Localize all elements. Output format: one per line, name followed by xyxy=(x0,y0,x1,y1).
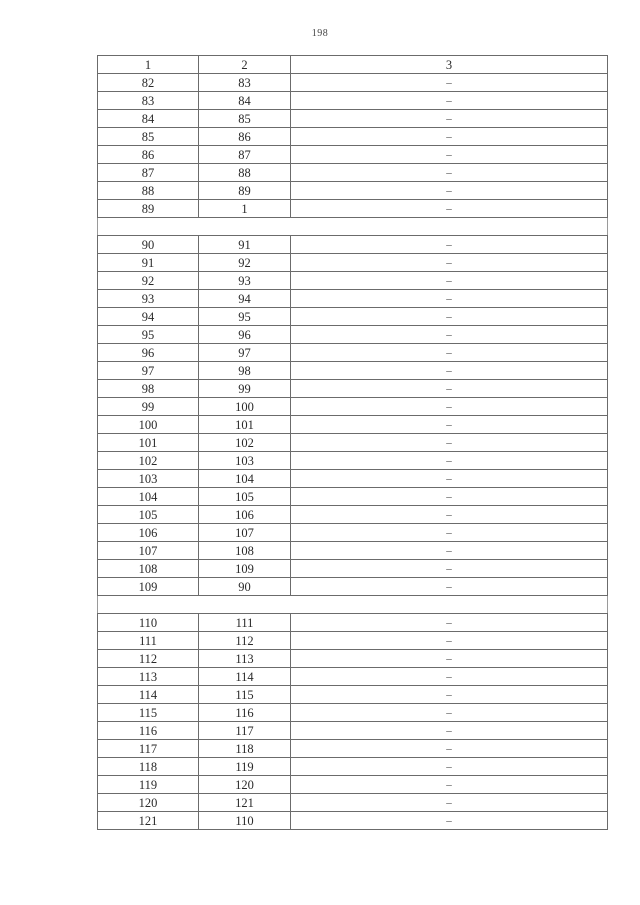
cell-col-2: 116 xyxy=(199,704,291,722)
cell-col-3: – xyxy=(291,722,608,740)
section-spacer-cell xyxy=(98,596,608,614)
cell-col-2: 94 xyxy=(199,290,291,308)
cell-col-1: 93 xyxy=(98,290,199,308)
cell-col-3: – xyxy=(291,560,608,578)
cell-col-3: – xyxy=(291,740,608,758)
cell-col-2: 101 xyxy=(199,416,291,434)
cell-col-1: 97 xyxy=(98,362,199,380)
cell-col-1: 85 xyxy=(98,128,199,146)
column-header-1: 1 xyxy=(98,56,199,74)
table-row xyxy=(98,290,608,308)
table-row xyxy=(98,254,608,272)
table-row xyxy=(98,164,608,182)
column-header-2: 2 xyxy=(199,56,291,74)
table-row xyxy=(98,614,608,632)
cell-col-2: 86 xyxy=(199,128,291,146)
table-row xyxy=(98,308,608,326)
cell-col-1: 98 xyxy=(98,380,199,398)
data-table xyxy=(97,55,608,830)
cell-col-3: – xyxy=(291,308,608,326)
cell-col-1: 106 xyxy=(98,524,199,542)
cell-col-3: – xyxy=(291,488,608,506)
table-body xyxy=(98,56,608,830)
cell-col-3: – xyxy=(291,776,608,794)
table-row xyxy=(98,92,608,110)
table-row xyxy=(98,722,608,740)
cell-col-2: 97 xyxy=(199,344,291,362)
cell-col-3: – xyxy=(291,812,608,830)
cell-col-3: – xyxy=(291,686,608,704)
cell-col-1: 94 xyxy=(98,308,199,326)
cell-col-3: – xyxy=(291,182,608,200)
table-row xyxy=(98,470,608,488)
cell-col-2: 117 xyxy=(199,722,291,740)
cell-col-2: 85 xyxy=(199,110,291,128)
cell-col-3: – xyxy=(291,326,608,344)
cell-col-1: 121 xyxy=(98,812,199,830)
cell-col-1: 118 xyxy=(98,758,199,776)
cell-col-2: 115 xyxy=(199,686,291,704)
cell-col-3: – xyxy=(291,92,608,110)
cell-col-2: 111 xyxy=(199,614,291,632)
cell-col-3: – xyxy=(291,254,608,272)
cell-col-2: 104 xyxy=(199,470,291,488)
cell-col-2: 91 xyxy=(199,236,291,254)
section-spacer-cell xyxy=(98,218,608,236)
table-row xyxy=(98,272,608,290)
cell-col-2: 95 xyxy=(199,308,291,326)
cell-col-1: 116 xyxy=(98,722,199,740)
cell-col-2: 121 xyxy=(199,794,291,812)
table-row xyxy=(98,326,608,344)
cell-col-3: – xyxy=(291,200,608,218)
table-row xyxy=(98,740,608,758)
cell-col-3: – xyxy=(291,470,608,488)
cell-col-1: 112 xyxy=(98,650,199,668)
table-row xyxy=(98,542,608,560)
cell-col-1: 96 xyxy=(98,344,199,362)
table-row xyxy=(98,506,608,524)
cell-col-3: – xyxy=(291,506,608,524)
cell-col-1: 115 xyxy=(98,704,199,722)
cell-col-2: 106 xyxy=(199,506,291,524)
table-row xyxy=(98,362,608,380)
table-row xyxy=(98,200,608,218)
cell-col-2: 98 xyxy=(199,362,291,380)
cell-col-3: – xyxy=(291,146,608,164)
cell-col-3: – xyxy=(291,794,608,812)
table-row xyxy=(98,74,608,92)
cell-col-1: 104 xyxy=(98,488,199,506)
cell-col-3: – xyxy=(291,128,608,146)
cell-col-2: 113 xyxy=(199,650,291,668)
table-row xyxy=(98,776,608,794)
cell-col-3: – xyxy=(291,362,608,380)
cell-col-1: 103 xyxy=(98,470,199,488)
cell-col-2: 120 xyxy=(199,776,291,794)
cell-col-2: 109 xyxy=(199,560,291,578)
cell-col-3: – xyxy=(291,758,608,776)
cell-col-3: – xyxy=(291,344,608,362)
cell-col-2: 102 xyxy=(199,434,291,452)
cell-col-3: – xyxy=(291,380,608,398)
page-number: 198 xyxy=(311,28,329,39)
cell-col-1: 113 xyxy=(98,668,199,686)
cell-col-1: 92 xyxy=(98,272,199,290)
table-row xyxy=(98,146,608,164)
cell-col-3: – xyxy=(291,272,608,290)
cell-col-1: 108 xyxy=(98,560,199,578)
cell-col-1: 102 xyxy=(98,452,199,470)
table-row xyxy=(98,380,608,398)
cell-col-3: – xyxy=(291,632,608,650)
table-row xyxy=(98,668,608,686)
cell-col-1: 82 xyxy=(98,74,199,92)
table-row xyxy=(98,398,608,416)
cell-col-2: 112 xyxy=(199,632,291,650)
cell-col-2: 103 xyxy=(199,452,291,470)
cell-col-1: 114 xyxy=(98,686,199,704)
cell-col-1: 109 xyxy=(98,578,199,596)
cell-col-1: 105 xyxy=(98,506,199,524)
cell-col-3: – xyxy=(291,434,608,452)
table-row xyxy=(98,686,608,704)
table-row xyxy=(98,524,608,542)
cell-col-3: – xyxy=(291,524,608,542)
section-spacer-row xyxy=(98,596,608,614)
cell-col-2: 105 xyxy=(199,488,291,506)
cell-col-1: 91 xyxy=(98,254,199,272)
cell-col-2: 108 xyxy=(199,542,291,560)
cell-col-3: – xyxy=(291,164,608,182)
cell-col-3: – xyxy=(291,74,608,92)
table-row xyxy=(98,704,608,722)
cell-col-2: 90 xyxy=(199,578,291,596)
table-row xyxy=(98,416,608,434)
cell-col-3: – xyxy=(291,452,608,470)
cell-col-3: – xyxy=(291,614,608,632)
cell-col-1: 87 xyxy=(98,164,199,182)
table-row xyxy=(98,794,608,812)
cell-col-3: – xyxy=(291,110,608,128)
section-spacer-row xyxy=(98,218,608,236)
cell-col-2: 84 xyxy=(199,92,291,110)
cell-col-1: 101 xyxy=(98,434,199,452)
cell-col-1: 110 xyxy=(98,614,199,632)
cell-col-1: 100 xyxy=(98,416,199,434)
table-row xyxy=(98,578,608,596)
cell-col-3: – xyxy=(291,290,608,308)
table-row xyxy=(98,812,608,830)
cell-col-2: 107 xyxy=(199,524,291,542)
table-row xyxy=(98,560,608,578)
cell-col-1: 107 xyxy=(98,542,199,560)
cell-col-2: 110 xyxy=(199,812,291,830)
cell-col-1: 90 xyxy=(98,236,199,254)
cell-col-1: 99 xyxy=(98,398,199,416)
cell-col-1: 119 xyxy=(98,776,199,794)
cell-col-1: 120 xyxy=(98,794,199,812)
table-row xyxy=(98,488,608,506)
cell-col-3: – xyxy=(291,668,608,686)
table-row xyxy=(98,452,608,470)
cell-col-1: 83 xyxy=(98,92,199,110)
cell-col-2: 99 xyxy=(199,380,291,398)
cell-col-2: 88 xyxy=(199,164,291,182)
cell-col-3: – xyxy=(291,650,608,668)
cell-col-2: 114 xyxy=(199,668,291,686)
cell-col-2: 89 xyxy=(199,182,291,200)
cell-col-2: 1 xyxy=(199,200,291,218)
table-row xyxy=(98,182,608,200)
cell-col-1: 84 xyxy=(98,110,199,128)
cell-col-3: – xyxy=(291,416,608,434)
cell-col-1: 88 xyxy=(98,182,199,200)
cell-col-2: 87 xyxy=(199,146,291,164)
header-row xyxy=(98,56,608,74)
cell-col-2: 118 xyxy=(199,740,291,758)
table-row xyxy=(98,128,608,146)
table-row xyxy=(98,434,608,452)
cell-col-1: 95 xyxy=(98,326,199,344)
cell-col-2: 93 xyxy=(199,272,291,290)
cell-col-3: – xyxy=(291,578,608,596)
cell-col-1: 111 xyxy=(98,632,199,650)
cell-col-1: 117 xyxy=(98,740,199,758)
column-header-3: 3 xyxy=(291,56,608,74)
cell-col-3: – xyxy=(291,542,608,560)
cell-col-2: 96 xyxy=(199,326,291,344)
table-row xyxy=(98,650,608,668)
table-row xyxy=(98,344,608,362)
table-row xyxy=(98,632,608,650)
cell-col-2: 119 xyxy=(199,758,291,776)
cell-col-2: 92 xyxy=(199,254,291,272)
cell-col-3: – xyxy=(291,398,608,416)
cell-col-2: 83 xyxy=(199,74,291,92)
table-row xyxy=(98,110,608,128)
cell-col-3: – xyxy=(291,236,608,254)
cell-col-1: 86 xyxy=(98,146,199,164)
table-row xyxy=(98,236,608,254)
cell-col-1: 89 xyxy=(98,200,199,218)
cell-col-3: – xyxy=(291,704,608,722)
table-row xyxy=(98,758,608,776)
cell-col-2: 100 xyxy=(199,398,291,416)
